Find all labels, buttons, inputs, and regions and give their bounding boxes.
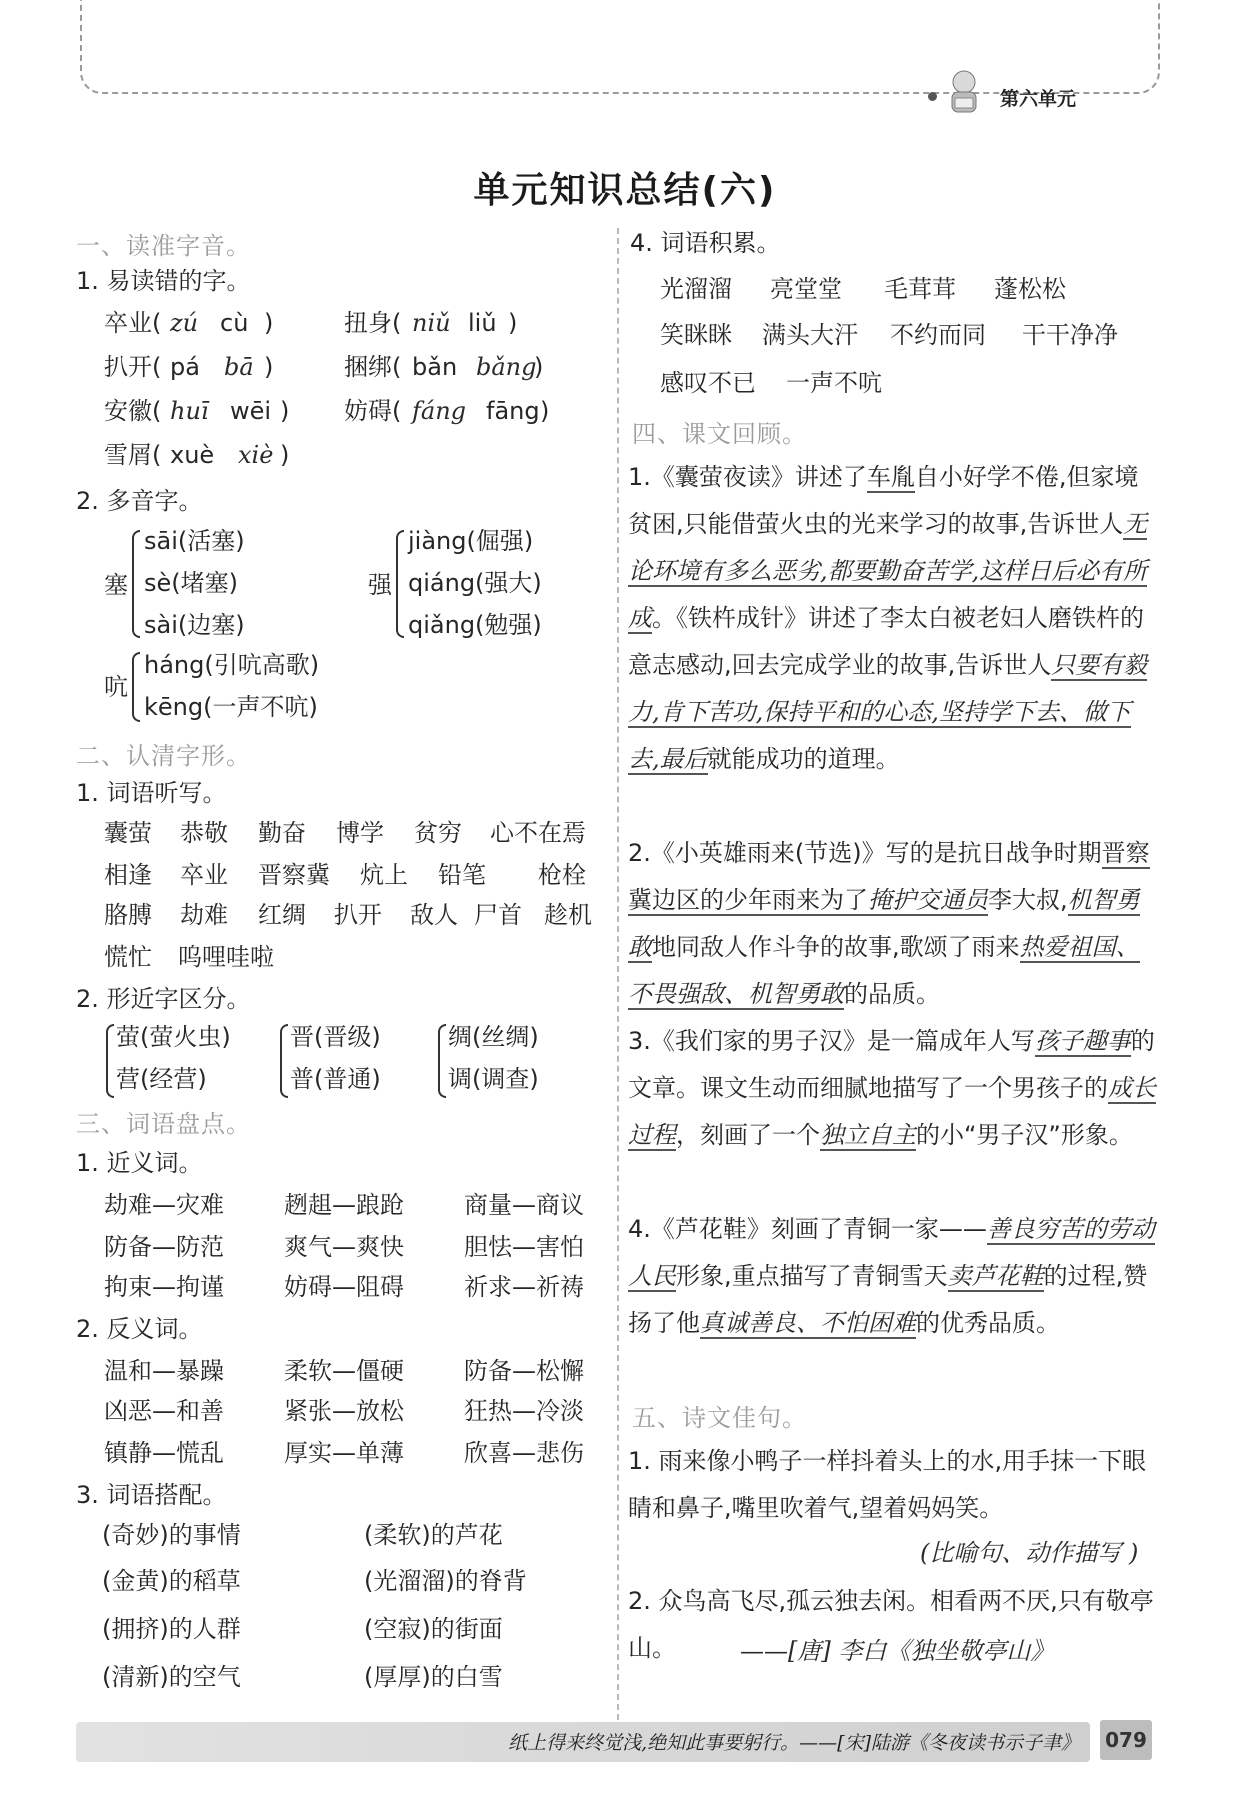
quote-2: 2. 众鸟高飞尽,孤云独去闲。相看两不厌,只有敬亭山。: [628, 1587, 1154, 1662]
section-heading-5: 五、诗文佳句。: [632, 1404, 807, 1432]
polyphone-reading: qiáng(强大): [408, 569, 542, 597]
polyphone-reading: jiàng(倔强): [408, 527, 534, 555]
section-heading-4: 四、课文回顾。: [632, 420, 807, 448]
polyphone-reading: kēng(一声不吭): [144, 693, 318, 721]
brace: [132, 652, 140, 722]
polyphone-char: 塞: [104, 571, 128, 599]
similar-char: 晋(晋级): [290, 1023, 381, 1051]
brace: [280, 1024, 288, 1098]
polyphone-reading: sài(边塞): [144, 611, 245, 639]
review-paragraph-4: 4.《芦花鞋》刻画了青铜一家——善良穷苦的劳动人民形象,重点描写了青铜雪天卖芦花鞋的过程,赞扬了他真诚善良、不怕困难的优秀品质。: [628, 1215, 1155, 1337]
subheading-3-3: 3. 词语搭配。: [76, 1481, 227, 1509]
similar-char: 营(经营): [116, 1065, 207, 1093]
polyphone-reading: háng(引吭高歌): [144, 651, 320, 679]
subheading-3-4: 4. 词语积累。: [630, 229, 781, 257]
subheading-2-2: 2. 形近字区分。: [76, 985, 251, 1013]
brace: [438, 1024, 446, 1098]
footer-quote: 纸上得来终觉浅,绝知此事要躬行。——[宋]陆游《冬夜读书示子聿》: [508, 1732, 1080, 1754]
column-divider: [617, 228, 619, 1720]
subheading-3-1: 1. 近义词。: [76, 1149, 203, 1177]
similar-char: 绸(丝绸): [448, 1023, 539, 1051]
page-title: 单元知识总结(六): [473, 170, 777, 211]
polyphone-reading: sè(堵塞): [144, 569, 238, 597]
brace: [396, 530, 404, 638]
brace: [132, 530, 140, 638]
page-number: 079: [1100, 1720, 1152, 1760]
similar-char: 萤(萤火虫): [116, 1023, 231, 1051]
section-heading-2: 二、认清字形。: [76, 742, 251, 770]
header-frame: [80, 0, 1160, 94]
polyphone-char: 吭: [104, 673, 128, 701]
similar-char: 调(调查): [448, 1065, 539, 1093]
subheading-1-1: 1. 易读错的字。: [76, 267, 251, 295]
review-paragraph-1: 1.《囊萤夜读》讲述了车胤自小好学不倦,但家境贫困,只能借萤火虫的光来学习的故事,告诉世人无论环境有多么恶劣,都要勤奋苦学,这样日后必有所成。《铁杵成针》讲述了李太白被老妇人磨铁杵的意志感动,回去完成学业的故事,告诉世人只要有毅力,肯下苦功,保持平和的心态,坚持学下去、做下去,最后就能成功的道理。: [628, 463, 1148, 773]
similar-char: 普(普通): [290, 1065, 381, 1093]
header-dot: [928, 92, 937, 101]
unit-label: 第六单元: [1000, 88, 1077, 110]
review-paragraph-3: 3.《我们家的男子汉》是一篇成年人写孩子趣事的文章。课文生动而细腻地描写了一个男孩子的成长过程，刻画了一个独立自主的小“男子汉”形象。: [628, 1027, 1156, 1149]
subheading-2-1: 1. 词语听写。: [76, 779, 227, 807]
polyphone-reading: qiǎng(勉强): [408, 611, 542, 639]
quote-2-source: ——[唐] 李白《独坐敬亭山》: [740, 1637, 1055, 1665]
brace: [106, 1024, 114, 1098]
review-paragraph-2: 2.《小英雄雨来(节选)》写的是抗日战争时期晋察冀边区的少年雨来为了掩护交通员李大叔,机智勇敢地同敌人作斗争的故事,歌颂了雨来热爱祖国、不畏强敌、机智勇敢的品质。: [628, 839, 1150, 1008]
student-mascot-icon: [946, 68, 982, 116]
subheading-1-2: 2. 多音字。: [76, 487, 203, 515]
polyphone-char: 强: [368, 571, 392, 599]
subheading-3-2: 2. 反义词。: [76, 1315, 203, 1343]
polyphone-reading: sāi(活塞): [144, 527, 245, 555]
section-heading-1: 一、读准字音。: [76, 232, 251, 260]
quote-1-note: (比喻句、动作描写 ): [920, 1539, 1139, 1567]
quote-1: 1. 雨来像小鸭子一样抖着头上的水,用手抹一下眼睛和鼻子,嘴里吹着气,望着妈妈笑。: [628, 1447, 1147, 1522]
section-heading-3: 三、词语盘点。: [76, 1110, 251, 1138]
